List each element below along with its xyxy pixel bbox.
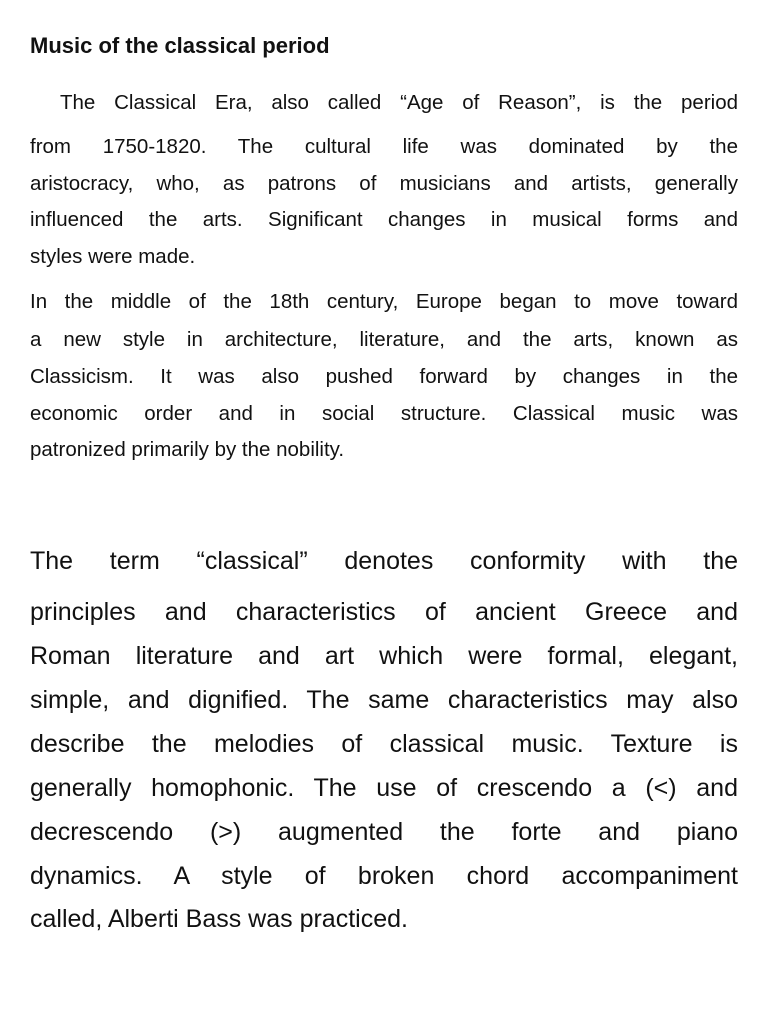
text-line: from 1750-1820. The cultural life was dominated by the [30, 135, 738, 158]
text-line: decrescendo (>) augmented the forte and piano [30, 818, 738, 846]
text-line: influenced the arts. Significant changes in musical forms and [30, 208, 738, 231]
text-line: economic order and in social structure. Classical music was [30, 402, 738, 425]
text-line: a new style in architecture, literature, and the arts, known as [30, 328, 738, 351]
text-line: generally homophonic. The use of crescendo a (<) and [30, 774, 738, 802]
text-line: patronized primarily by the nobility. [30, 438, 345, 461]
text-line: dynamics. A style of broken chord accompaniment [30, 862, 738, 890]
text-line: principles and characteristics of ancient Greece and [30, 598, 738, 626]
text-line: styles were made. [30, 245, 196, 268]
text-line: Classicism. It was also pushed forward by changes in the [30, 365, 738, 388]
text-line: The Classical Era, also called “Age of Reason”, is the period [60, 91, 738, 114]
document-title: Music of the classical period [30, 33, 330, 58]
text-line: called, Alberti Bass was practiced. [30, 905, 408, 933]
text-line: aristocracy, who, as patrons of musicians and artists, generally [30, 172, 738, 195]
text-line: Roman literature and art which were formal, elegant, [30, 642, 738, 670]
text-line: In the middle of the 18th century, Europe began to move toward [30, 290, 738, 313]
text-line: The term “classical” denotes conformity with the [30, 547, 738, 575]
text-line: simple, and dignified. The same characteristics may also [30, 686, 738, 714]
text-line: describe the melodies of classical music. Texture is [30, 730, 738, 758]
